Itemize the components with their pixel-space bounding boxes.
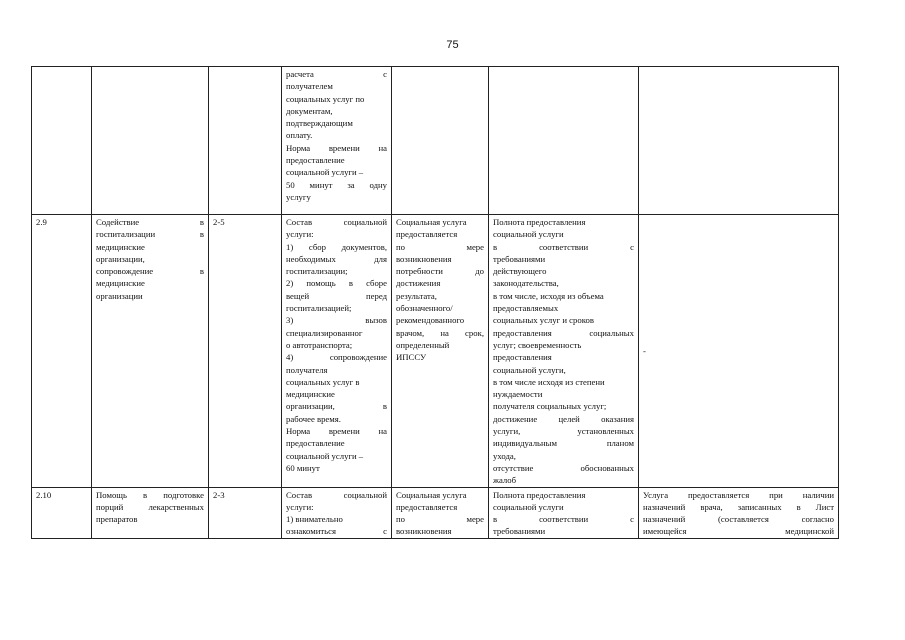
cell-line: предоставляется <box>396 229 458 240</box>
cell-line: порций лекарственных <box>96 501 204 512</box>
cell-line: возникновения <box>396 526 452 537</box>
cell-line: потребности до <box>396 266 484 277</box>
cell-line: оплату. <box>286 130 313 141</box>
cell-line: по мере <box>396 241 484 252</box>
cell-line: подтверждающим <box>286 118 353 129</box>
cell-line: Состав социальной <box>286 489 387 500</box>
cell-line: получателя социальных услуг; <box>493 401 607 412</box>
services-table <box>31 66 839 539</box>
cell-line: медицинские <box>96 278 145 289</box>
frequency-cell: 2-3 <box>209 487 282 538</box>
service-description-cell <box>282 67 392 215</box>
service-description-cell <box>282 487 392 538</box>
cell-line: достижения <box>396 278 441 289</box>
cell-line: Помощь в подготовке <box>96 489 204 500</box>
cell-line: расчета с <box>286 69 387 79</box>
cell-line: в том числе исходя из степени <box>493 376 605 387</box>
cell-line: Состав социальной <box>286 217 387 227</box>
cell-line: рабочее время. <box>286 413 341 424</box>
cell-line: предоставление <box>286 438 345 449</box>
cell-line: документам, <box>286 105 333 116</box>
cell-line: ухода, <box>493 450 516 461</box>
frequency-cell <box>209 67 282 215</box>
cell-line: 1) внимательно <box>286 514 343 525</box>
cell-line: возникновения <box>396 253 452 264</box>
row-number-cell: 2.10 <box>32 487 92 538</box>
cell-line: действующего <box>493 266 547 277</box>
cell-line: ознакомиться с <box>286 526 387 537</box>
service-name-cell <box>92 215 209 488</box>
cell-line: требованиями <box>493 253 546 264</box>
cell-line: в соответствии с <box>493 241 634 252</box>
cell-line: сопровождение в <box>96 266 204 277</box>
cell-line: Содействие в <box>96 217 204 227</box>
cell-line: Услуга предоставляется при наличии <box>643 489 834 500</box>
table-row <box>32 67 839 215</box>
cell-line: необходимых для <box>286 253 387 264</box>
quality-indicators-cell <box>489 487 639 538</box>
row-number-cell: 2.9 <box>32 215 92 488</box>
cell-line: по мере <box>396 514 484 525</box>
cell-line: в соответствии с <box>493 514 634 525</box>
service-description-cell <box>282 215 392 488</box>
cell-line: социальной услуги <box>493 229 564 240</box>
cell-line: 3) вызов <box>286 315 387 326</box>
cell-line: имеющейся медицинской <box>643 526 834 537</box>
cell-line: Полнота предоставления <box>493 489 586 500</box>
cell-line: вещей перед <box>286 290 387 301</box>
cell-line: Социальная услуга <box>396 489 467 500</box>
cell-line: организации, <box>96 253 145 264</box>
cell-line: врачом, на срок, <box>396 327 484 338</box>
cell-line: организации, в <box>286 401 387 412</box>
cell-line: услуг; своевременность <box>493 339 582 350</box>
conditions-cell <box>639 67 839 215</box>
conditions-cell: - <box>639 215 839 488</box>
cell-line: индивидуальным планом <box>493 438 634 449</box>
table-row <box>32 215 839 488</box>
cell-line: предоставление <box>286 155 345 166</box>
cell-line: Полнота предоставления <box>493 217 586 227</box>
cell-line: 60 минут <box>286 462 320 473</box>
cell-line: социальной услуги, <box>493 364 566 375</box>
cell-line: результата, <box>396 290 437 301</box>
cell-line: назначений врача, записанных в Лист <box>643 501 834 512</box>
cell-line: социальных услуг в <box>286 376 360 387</box>
conditions-cell <box>639 487 839 538</box>
cell-line: предоставления социальных <box>493 327 634 338</box>
cell-line: Норма времени на <box>286 426 387 437</box>
cell-line: жалоб <box>493 475 517 486</box>
cell-line: госпитализации; <box>286 266 348 277</box>
cell-line: 50 минут за одну <box>286 179 387 190</box>
cell-line: социальных услуг по <box>286 93 365 104</box>
cell-line: медицинские <box>286 389 335 400</box>
cell-line: медицинские <box>96 241 145 252</box>
table-row <box>32 487 839 538</box>
cell-line: организации <box>96 290 143 301</box>
cell-line: услуги, установленных <box>493 426 634 437</box>
cell-line: определенный <box>396 339 450 350</box>
cell-line: специализированног <box>286 327 363 338</box>
cell-line: Норма времени на <box>286 142 387 153</box>
periodicity-cell <box>392 487 489 538</box>
cell-line: предоставляемых <box>493 303 559 314</box>
cell-line: назначений (составляется согласно <box>643 514 834 525</box>
cell-line: социальной услуги – <box>286 450 364 461</box>
cell-line: получателя <box>286 364 328 375</box>
cell-line: услугу <box>286 191 311 202</box>
cell-line: обозначенного/ <box>396 303 453 314</box>
cell-line: требованиями <box>493 526 546 537</box>
cell-line: 1) сбор документов, <box>286 241 387 252</box>
frequency-cell: 2-5 <box>209 215 282 488</box>
page-number: 75 <box>446 39 459 51</box>
cell-line: ИПССУ <box>396 352 427 363</box>
periodicity-cell <box>392 215 489 488</box>
quality-indicators-cell <box>489 215 639 488</box>
cell-line: рекомендованного <box>396 315 465 326</box>
cell-line: 4) сопровождение <box>286 352 387 363</box>
cell-line: социальных услуг и сроков <box>493 315 594 326</box>
cell-line: препаратов <box>96 514 138 525</box>
cell-line: отсутствие обоснованных <box>493 462 634 473</box>
cell-line: предоставляется <box>396 501 458 512</box>
cell-line: социальной услуги <box>493 501 564 512</box>
cell-line: предоставления <box>493 352 552 363</box>
cell-line: нуждаемости <box>493 389 543 400</box>
quality-indicators-cell <box>489 67 639 215</box>
service-name-cell <box>92 67 209 215</box>
service-name-cell <box>92 487 209 538</box>
cell-line: госпитализацией; <box>286 303 352 314</box>
cell-line: госпитализации в <box>96 229 204 240</box>
periodicity-cell <box>392 67 489 215</box>
cell-line: услуги: <box>286 229 314 240</box>
cell-line: законодательства, <box>493 278 559 289</box>
cell-line: Социальная услуга <box>396 217 467 227</box>
cell-line: услуги: <box>286 501 314 512</box>
cell-line: о автотранспорта; <box>286 339 353 350</box>
cell-line: 2) помощь в сборе <box>286 278 387 289</box>
cell-line: получателем <box>286 81 333 92</box>
cell-line: в том числе, исходя из объема <box>493 290 604 301</box>
cell-line: социальной услуги – <box>286 167 364 178</box>
row-number-cell <box>32 67 92 215</box>
cell-line: достижение целей оказания <box>493 413 634 424</box>
